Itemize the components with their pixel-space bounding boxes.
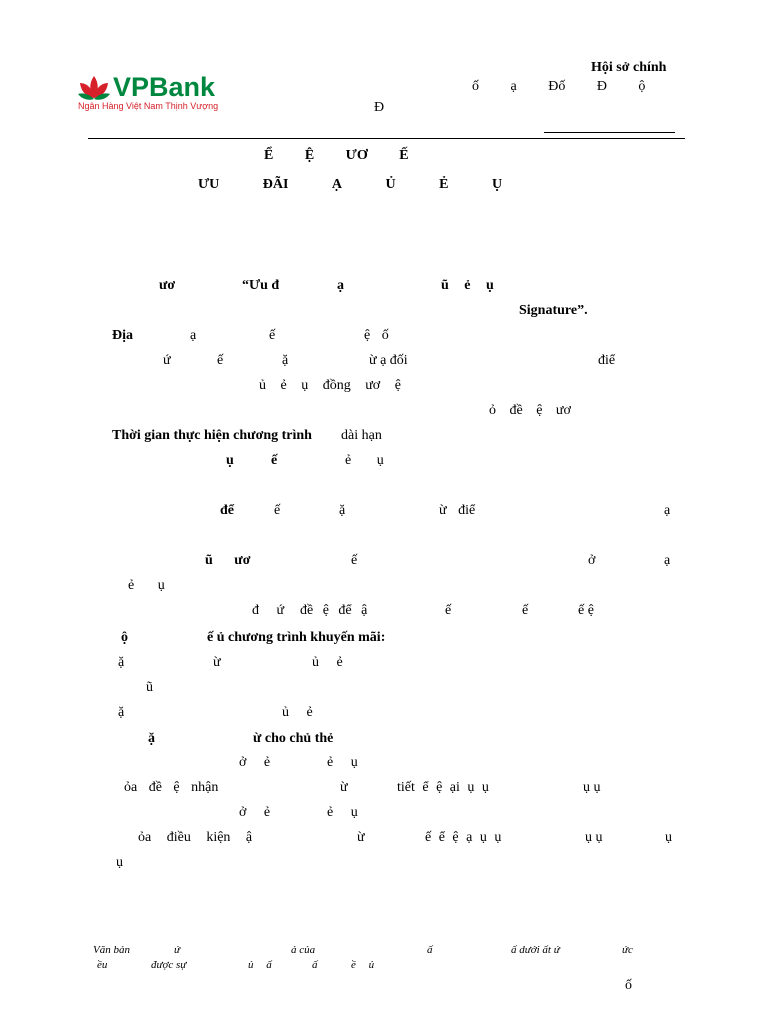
body-text: ụ xyxy=(116,855,123,870)
body-text: ỏa điều kiện ậ xyxy=(138,830,253,845)
body-text: ũ ẻ ụ xyxy=(441,278,494,293)
body-label: ộ xyxy=(121,630,128,645)
page-number: ố xyxy=(625,978,632,993)
body-label: ế ủ chương trình khuyến mãi: xyxy=(207,630,386,645)
body-text: ủ ẻ ụ đồng ươ ệ xyxy=(259,378,401,393)
body-text: ặ xyxy=(148,731,155,746)
body-text: ừ ạ đối xyxy=(369,353,408,368)
body-text: ừ xyxy=(213,655,221,670)
body-text: ệ ố xyxy=(364,328,389,343)
body-text: ụ ụ xyxy=(583,780,601,795)
body-text: ụ xyxy=(665,830,672,845)
body-text: ẻ ụ xyxy=(345,453,384,468)
body-text: ặ xyxy=(118,705,125,720)
body-text: ế xyxy=(445,603,452,618)
body-text: ụ xyxy=(226,453,234,468)
footer-note: Văn bản xyxy=(93,944,130,956)
header-office-title: Hội sở chính xyxy=(591,60,667,75)
body-text: ẻ ụ xyxy=(128,578,165,593)
body-text: ừ xyxy=(357,830,365,845)
body-label: Thời gian thực hiện chương trình xyxy=(112,428,312,443)
body-text: ỏ đề ệ ươ xyxy=(489,403,571,418)
body-text: ặ xyxy=(282,353,289,368)
brand-tagline: Ngân Hàng Việt Nam Thịnh Vượng xyxy=(78,101,219,111)
footer-note: ề ủ xyxy=(351,959,375,971)
footer-note: ủ ấ xyxy=(248,959,272,971)
body-text: ứ xyxy=(163,353,171,368)
body-text: ừ xyxy=(340,780,348,795)
body-text: ế xyxy=(271,453,278,468)
body-text: ặ xyxy=(339,503,346,518)
body-text: ạ xyxy=(190,328,197,343)
document-title-line1: Ể Ệ ƯƠ Ế xyxy=(264,148,409,163)
body-text: ũ ươ xyxy=(205,553,251,568)
body-text: ũ xyxy=(146,680,153,695)
body-label: Địa xyxy=(112,328,133,343)
body-text: ở ẻ xyxy=(239,805,271,820)
body-text: ỏa đề ệ nhận xyxy=(124,780,219,795)
brand-name: VPBank xyxy=(113,72,216,102)
body-text: ế xyxy=(351,553,358,568)
body-text: ẻ ụ xyxy=(327,755,358,770)
footer-note: ức xyxy=(622,944,633,956)
document-title-line2: ƯU ĐÃI Ạ Ủ Ẻ Ụ xyxy=(198,177,503,192)
vpbank-logo xyxy=(76,72,226,114)
body-text: ạ xyxy=(664,503,671,518)
body-text: ế xyxy=(217,353,224,368)
footer-note: ả của xyxy=(291,944,316,956)
body-text: ừ điể xyxy=(439,503,476,518)
body-text: ế ể ệ ạ ụ ụ xyxy=(425,830,502,845)
footer-note: ứ xyxy=(174,944,180,956)
footer-note: được sự xyxy=(151,959,187,971)
body-text: điể xyxy=(598,353,616,368)
body-text: ủ ẻ xyxy=(282,705,313,720)
body-text: ủ ẻ xyxy=(312,655,343,670)
body-text: “Ưu đ xyxy=(242,278,280,293)
body-text: ừ cho chủ thẻ xyxy=(253,731,334,746)
footer-note: ấ xyxy=(427,944,433,956)
body-text: ế xyxy=(274,503,281,518)
body-text: đề ệ để ậ xyxy=(300,603,368,618)
body-text: Signature”. xyxy=(519,303,588,318)
body-text: ặ xyxy=(118,655,125,670)
body-text: để xyxy=(220,503,234,518)
footer-note: ều xyxy=(97,959,108,971)
body-text: tiết ể ệ ại ụ ụ xyxy=(397,780,489,795)
footer-note: ấ dưới ất ứ xyxy=(511,944,560,956)
footer-note: ấ xyxy=(312,959,318,971)
body-text: đ ứ xyxy=(252,603,285,618)
body-text: dài hạn xyxy=(341,428,382,443)
body-text: ế xyxy=(269,328,276,343)
body-text: ế xyxy=(522,603,529,618)
body-text: ạ xyxy=(337,278,344,293)
header-address-line3: Đ xyxy=(374,100,385,115)
lotus-flower-icon xyxy=(76,74,112,104)
signature-line xyxy=(544,132,675,133)
body-text: ươ xyxy=(159,278,176,293)
body-text: ế ệ xyxy=(578,603,594,618)
body-text: ạ xyxy=(664,553,671,568)
body-text: ẻ ụ xyxy=(327,805,358,820)
body-text: ụ ụ xyxy=(585,830,603,845)
header-address: ố ạ Đố Đ ộ xyxy=(472,79,646,94)
body-text: ở xyxy=(588,553,596,568)
header-divider xyxy=(88,138,685,139)
body-text: ở ẻ xyxy=(239,755,271,770)
